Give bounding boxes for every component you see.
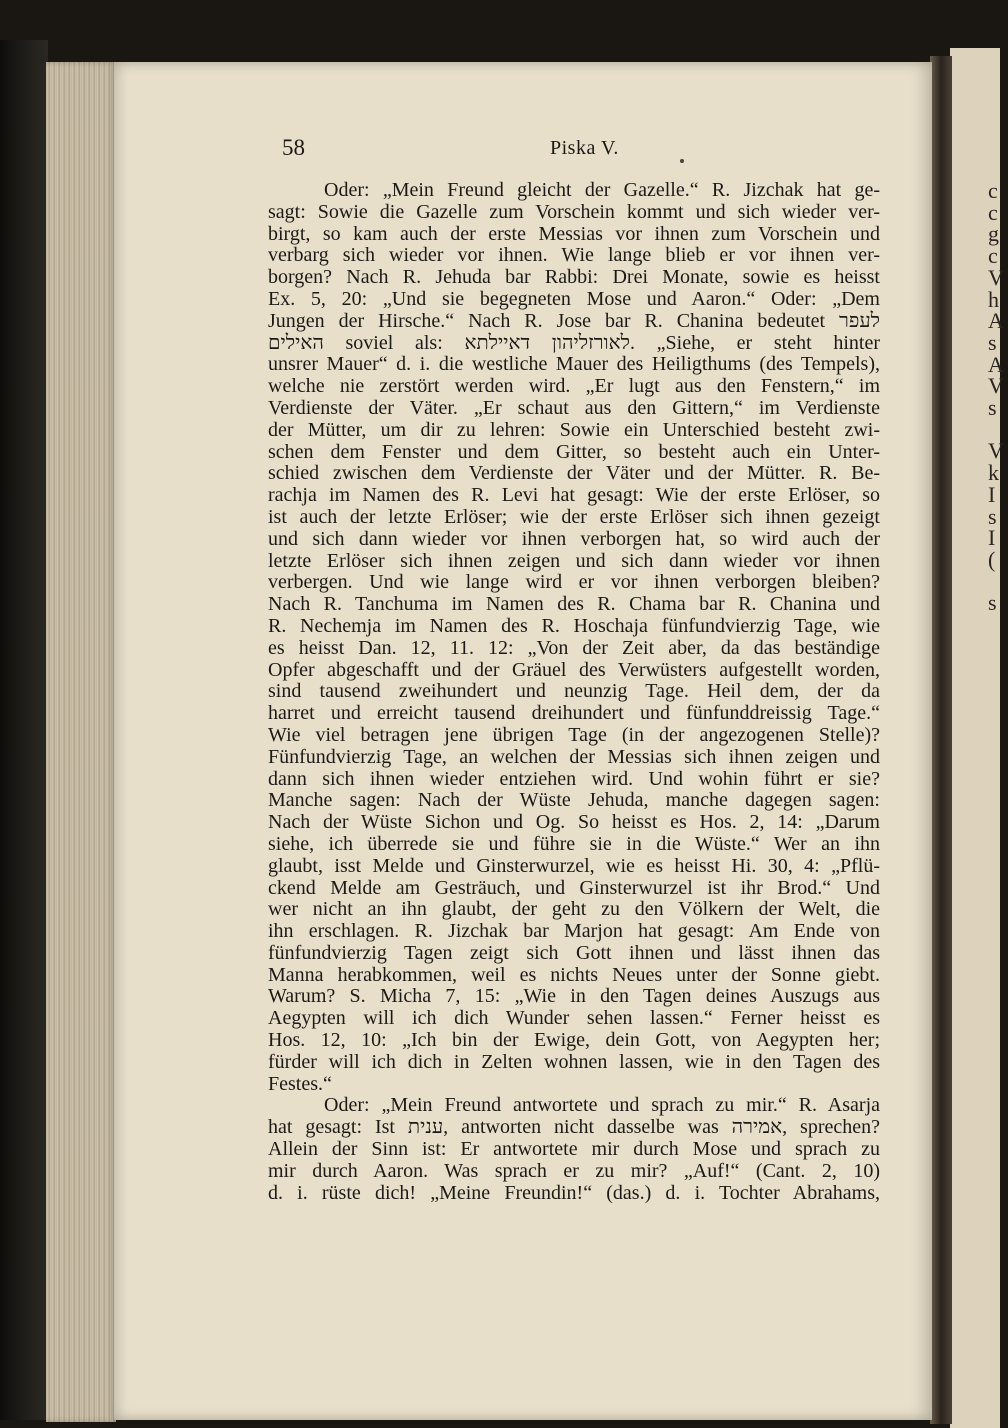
text-line: fürder will ich dich in Zelten wohnen lassen, wie in den Tagen des	[268, 1050, 880, 1073]
text-line: Oder: „Mein Freund antwortete und sprach zu mir.“ R. Asarja	[324, 1094, 880, 1117]
text-line: Oder: „Mein Freund gleicht der Gazelle.“ R. Jizchak hat ge-	[324, 179, 880, 201]
text-line: glaubt, isst Melde und Ginsterwurzel, wie es heisst Hi. 30, 4: „Pflü-	[268, 854, 880, 877]
facing-page-text: c c g c V h A s A V s V k I s I ( s	[988, 178, 1004, 616]
text-line: sagt: Sowie die Gazelle zum Vorschein kommt und sich wieder ver-	[268, 200, 880, 223]
book-gutter	[930, 56, 952, 1424]
text-line: ckend Melde am Gesträuch, und Ginsterwurzel ist ihr Brod.“ Und	[268, 876, 880, 899]
chapter-title: Piska V.	[550, 137, 619, 159]
text-line: birgt, so kam auch der erste Messias vor ihnen zum Vorschein und	[268, 222, 880, 245]
text-line: der Mütter, um dir zu lehren: Sowie ein Unterschied besteht zwi-	[268, 418, 880, 441]
text-line: Verdienste der Väter. „Er schaut aus den Gittern,“ im Verdienste	[268, 396, 880, 419]
text-line: Wie viel betragen jene übrigen Tage (in der angezogenen Stelle)?	[268, 723, 880, 746]
running-head	[282, 135, 874, 169]
text-line: Manche sagen: Nach der Wüste Jehuda, manche dagegen sagen:	[268, 789, 880, 812]
text-line: Jungen der Hirsche.“ Nach R. Jose bar R. Chanina bedeutet לעפר	[268, 309, 880, 332]
text-line: ist auch der letzte Erlöser; wie der erste Erlöser sich ihnen gezeigt	[268, 505, 880, 528]
text-line: Nach der Wüste Sichon und Og. So heisst es Hos. 2, 14: „Darum	[268, 811, 880, 834]
text-line: schied zwischen dem Verdienste der Väter und der Mütter. R. Be-	[268, 462, 880, 485]
text-line: d. i. rüste dich! „Meine Freundin!“ (das.) d. i. Tochter Abrahams,	[268, 1181, 880, 1204]
text-line: Allein der Sinn ist: Er antwortete mir durch Mose und sprach zu	[268, 1138, 880, 1161]
text-line: Opfer abgeschafft und der Gräuel des Verwüsters aufgestellt worden,	[268, 658, 880, 681]
text-line: borgen? Nach R. Jehuda bar Rabbi: Drei Monate, sowie es heisst	[268, 266, 880, 289]
text-line: ihn erschlagen. R. Jizchak bar Marjon hat gesagt: Am Ende von	[268, 920, 880, 943]
text-line: welche nie zerstört werden wird. „Er lugt aus den Fenstern,“ im	[268, 375, 880, 398]
page-number: 58	[282, 135, 305, 160]
text-line: Festes.“	[268, 1072, 332, 1095]
text-line: unsrer Mauer“ d. i. die westliche Mauer des Heiligthums (des Tempels),	[268, 353, 880, 376]
text-line: wer nicht an ihn glaubt, der geht zu den Völkern der Welt, die	[268, 898, 880, 921]
text-line: rachja im Namen des R. Levi hat gesagt: Wie der erste Erlöser, so	[268, 484, 880, 507]
text-line: Hos. 12, 10: „Ich bin der Ewige, dein Gott, von Aegypten her;	[268, 1029, 880, 1052]
text-line: und sich dann wieder vor ihnen verborgen hat, so wird auch der	[268, 527, 880, 550]
text-line: Manna herabkommen, weil es nichts Neues unter der Sonne giebt.	[268, 963, 880, 986]
body-text	[268, 180, 880, 1204]
text-line: schen dem Fenster und dem Gitter, so besteht auch ein Unter-	[268, 440, 880, 463]
text-line: hat gesagt: Ist ענית, antworten nicht dasselbe was אמירה, sprechen?	[268, 1116, 880, 1139]
text-line: fünfundvierzig Tagen zeigt sich Gott ihnen und lässt ihnen das	[268, 941, 880, 964]
text-line: verbarg sich wieder vor ihnen. Wie lange blieb er vor ihnen ver-	[268, 244, 880, 267]
text-line: mir durch Aaron. Was sprach er zu mir? „Auf!“ (Cant. 2, 10)	[268, 1159, 880, 1182]
text-line: R. Nechemja im Namen des R. Hoschaja fünfundvierzig Tage, wie	[268, 614, 880, 637]
text-line: Aegypten will ich dich Wunder sehen lassen.“ Ferner heisst es	[268, 1007, 880, 1030]
text-line: verbergen. Und wie lange wird er vor ihnen verborgen bleiben?	[268, 571, 880, 594]
text-line: Ex. 5, 20: „Und sie begegneten Mose und Aaron.“ Oder: „Dem	[268, 287, 880, 310]
text-line: es heisst Dan. 12, 11. 12: „Von der Zeit aber, da das beständige	[268, 636, 880, 659]
text-line: Warum? S. Micha 7, 15: „Wie in den Tagen deines Auszugs aus	[268, 985, 880, 1008]
book-cover-edge	[0, 40, 48, 1420]
text-line: letzte Erlöser sich ihnen zeigen und sich dann wieder vor ihnen	[268, 549, 880, 572]
ornament-dot	[680, 159, 684, 163]
text-line: dann sich ihnen wieder entziehen wird. Und wohin führt er sie?	[268, 767, 880, 790]
page-edges	[46, 62, 116, 1422]
text-line: Nach R. Tanchuma im Namen des R. Chama bar R. Chanina und	[268, 593, 880, 616]
text-line: sind tausend zweihundert und neunzig Tage. Heil dem, der da	[268, 680, 880, 703]
text-line: Fünfundvierzig Tage, an welchen der Messias sich ihnen zeigen und	[268, 745, 880, 768]
text-line: harret und erreicht tausend dreihundert und fünfunddreissig Tage.“	[268, 702, 880, 725]
text-line: siehe, ich überrede sie und führe sie in die Wüste.“ Wer an ihn	[268, 832, 880, 855]
text-line: האילים soviel als: לאורזליהון דאיילתא. „Siehe, er steht hinter	[268, 331, 881, 354]
